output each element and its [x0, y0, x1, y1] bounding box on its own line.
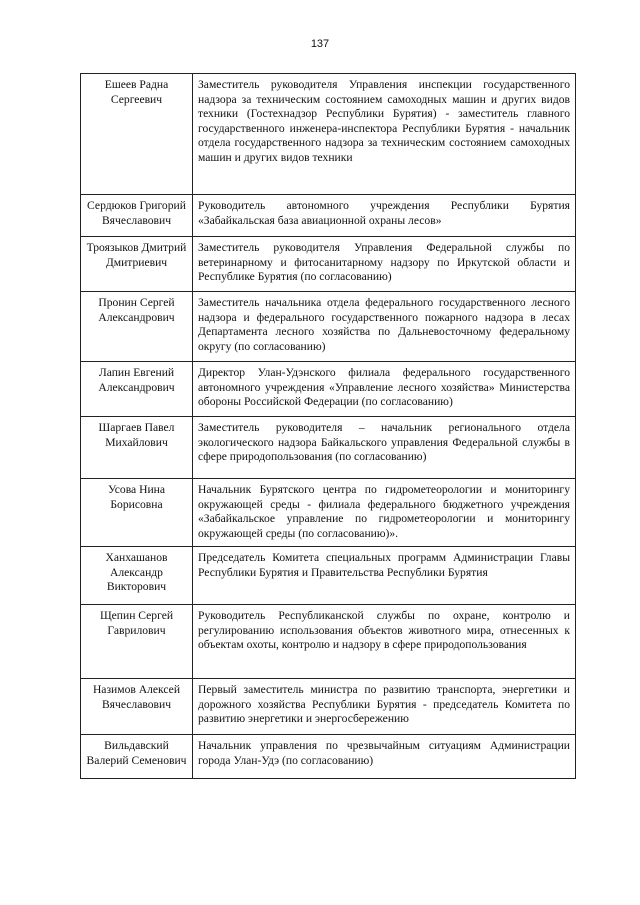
member-name: Щепин Сергей Гаврилович: [81, 605, 193, 678]
members-table: [80, 73, 576, 779]
table-row: [81, 679, 575, 735]
member-name: Ханхашанов Александр Викторович: [81, 547, 193, 604]
member-role: Заместитель начальника отдела федерального государственного лесного надзора и федерального государственного пожарного надзора в лесах Департамента лесного хозяйства по Дальневосточному федеральному округу (по согласованию): [198, 296, 570, 353]
page-number: 137: [310, 38, 330, 50]
member-name: Вильдавский Валерий Семенович: [81, 735, 193, 778]
table-row: [81, 547, 575, 605]
table-row: [81, 479, 575, 547]
member-role: Заместитель руководителя Управления Федеральной службы по ветеринарному и фитосанитарному надзору по Иркутской области и Республике Бурятия (по согласованию): [198, 241, 570, 284]
member-name: Троязыков Дмитрий Дмитриевич: [81, 237, 193, 291]
member-name: Пронин Сергей Александрович: [81, 292, 193, 361]
table-row: [81, 417, 575, 479]
member-role: Заместитель руководителя Управления инспекции государственного надзора за техническим состоянием самоходных машин и других видов техники (Гостехнадзор Республики Бурятия) - заместитель главного государственного инженера-инспектора Республики Бурятия - начальник отдела государственного надзора за техническим состоянием самоходных машин и других видов техники: [198, 78, 570, 164]
member-role: Начальник Бурятского центра по гидрометеорологии и мониторингу окружающей среды - филиала федерального бюджетного учреждения «Забайкальское управление по гидрометеорологии и мониторингу окружающей среды (по согласованию)».: [198, 483, 570, 540]
member-name: Лапин Евгений Александрович: [81, 362, 193, 416]
member-role: Председатель Комитета специальных программ Администрации Главы Республики Бурятия и Правительства Республики Бурятия: [198, 551, 570, 579]
member-role: Руководитель Республиканской службы по охране, контролю и регулированию использования объектов животного мира, отнесенных к объектам охоты, контролю и надзору в сфере природопользования: [198, 609, 570, 652]
table-row: [81, 735, 575, 779]
member-role: Директор Улан-Удэнского филиала федерального государственного автономного учреждения «Управление лесного хозяйства» Министерства обороны Российской Федерации (по согласованию): [198, 366, 570, 409]
member-role: Первый заместитель министра по развитию транспорта, энергетики и дорожного хозяйства Республики Бурятия - председатель Комитета по развитию энергетики и энергосбережению: [198, 683, 570, 726]
table-row: [81, 237, 575, 292]
table-row: [81, 195, 575, 237]
table-row: [81, 74, 575, 195]
member-role: Начальник управления по чрезвычайным ситуациям Администрации города Улан-Удэ (по согласованию): [198, 739, 570, 767]
member-name: Назимов Алексей Вячеславович: [81, 679, 193, 734]
table-row: [81, 605, 575, 679]
table-row: [81, 362, 575, 417]
table-row: [81, 292, 575, 362]
member-name: Сердюков Григорий Вячеславович: [81, 195, 193, 236]
member-role: Заместитель руководителя – начальник регионального отдела экологического надзора Байкальского управления Федеральной службы в сфере природопользования (по согласованию): [198, 421, 570, 464]
member-name: Шаргаев Павел Михайлович: [81, 417, 193, 478]
member-role: Руководитель автономного учреждения Республики Бурятия «Забайкальская база авиационной охраны лесов»: [198, 199, 570, 227]
member-name: Усова Нина Борисовна: [81, 479, 193, 546]
member-name: Ешеев Радна Сергеевич: [81, 74, 193, 194]
